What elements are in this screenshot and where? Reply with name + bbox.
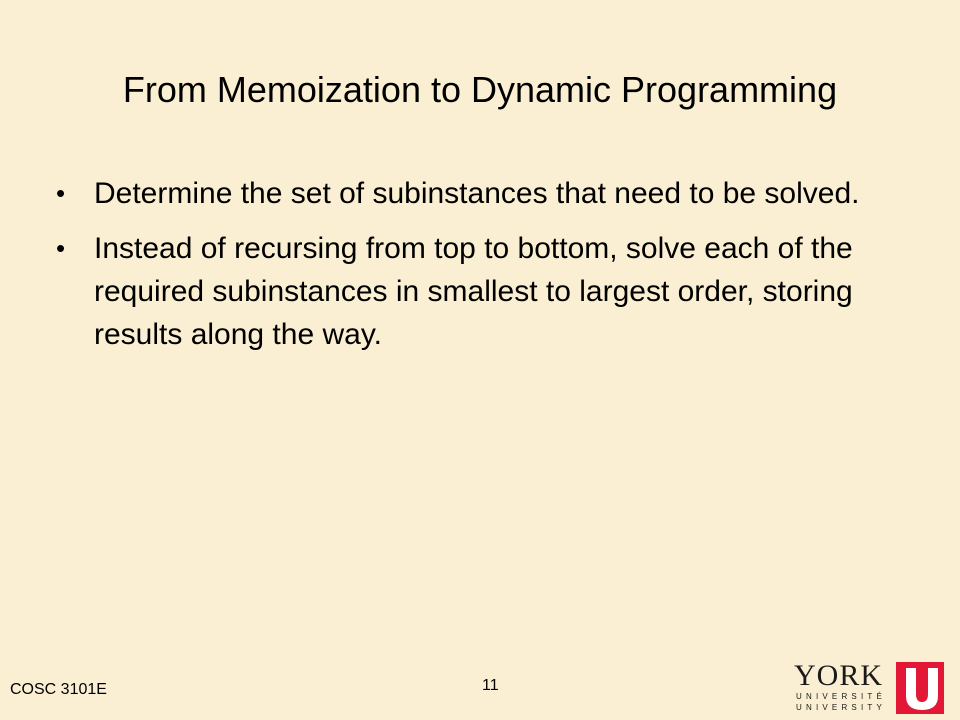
bullet-icon: • [56,178,66,208]
york-u-logo-icon [896,662,944,714]
bullet-item [56,227,876,356]
york-university-logo [794,660,946,716]
bullet-icon: • [56,233,66,263]
bullet-text: Instead of recursing from top to bottom, solve each of the required subinstances in smallest to largest order, storing results along the way. [94,232,853,351]
slide-title: From Memoization to Dynamic Programming [122,69,838,110]
bullet-text: Determine the set of subinstances that need to be solved. [94,177,860,210]
page-number: 11 [482,677,499,694]
bullet-item [56,172,876,215]
bullet-list [56,172,876,368]
logo-subtitle-english: UNIVERSITY [796,703,887,712]
logo-wordmark: YORK [794,659,884,692]
course-label: COSC 3101E [10,681,107,698]
logo-subtitle-french: UNIVERSITÉ [796,692,887,701]
